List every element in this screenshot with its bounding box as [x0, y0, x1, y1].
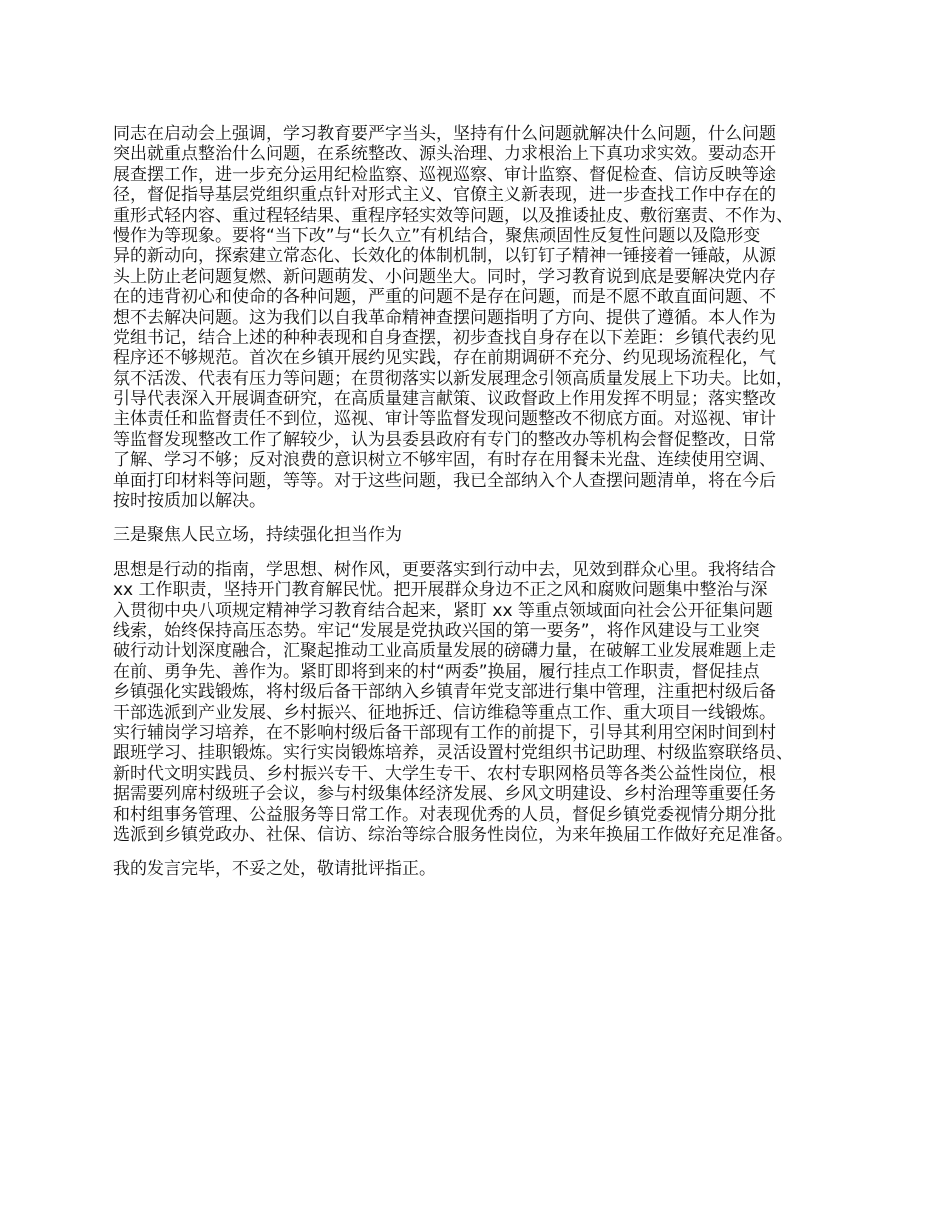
text-line: 头上防止老问题复燃、新问题萌发、小问题坐大。同时，学习教育说到底是要解决党内存 — [113, 266, 776, 287]
text-line: 展查摆工作，进一步充分运用纪检监察、巡视巡察、审计监察、督促检查、信访反映等途 — [113, 164, 776, 185]
paragraph-1 — [113, 124, 853, 511]
text-line: 入贯彻中央八项规定精神学习教育结合起来，紧盯 xx 等重点领域面向社会公开征集问题 — [113, 600, 773, 621]
text-line: 等监督发现整改工作了解较少，认为县委县政府有专门的整改办等机构会督促整改，日常 — [113, 429, 776, 450]
text-line: 新时代文明实践员、乡村振兴专干、大学生专干、农村专职网格员等各类公益性岗位，根 — [113, 763, 776, 784]
text-line: 据需要列席村级班子会议，参与村级集体经济发展、乡风文明建设、乡村治理等重要任务 — [113, 784, 776, 805]
text-line: 破行动计划深度融合，汇聚起推动工业高质量发展的磅礴力量，在破解工业发展难题上走 — [113, 641, 776, 662]
paragraph-spacing — [113, 845, 853, 859]
text-line: 氛不活泼、代表有压力等问题；在贯彻落实以新发展理念引领高质量发展上下功夫。比如， — [113, 368, 793, 389]
text-line: 径，督促指导基层党组织重点针对形式主义、官僚主义新表现，进一步查找工作中存在的 — [113, 185, 776, 206]
text-line: 慢作为等现象。要将“当下改”与“长久立”有机结合，聚焦顽固性反复性问题以及隐形变 — [113, 225, 761, 246]
text-line: 引导代表深入开展调查研究，在高质量建言献策、议政督政上作用发挥不明显；落实整改 — [113, 389, 776, 410]
text-line: 在前、勇争先、善作为。紧盯即将到来的村“两委”换届，履行挂点工作职责，督促挂点 — [113, 661, 760, 682]
text-line: 了解、学习不够；反对浪费的意识树立不够牢固，有时存在用餐未光盘、连续使用空调、 — [113, 450, 776, 471]
text-line: 实行辅岗学习培养，在不影响村级后备干部现有工作的前提下，引导其利用空闲时间到村 — [113, 722, 776, 743]
text-line: 在的违背初心和使命的各种问题，严重的问题不是存在问题，而是不愿不敢直面问题、不 — [113, 287, 776, 308]
paragraph-spacing — [113, 511, 853, 525]
text-line: 单面打印材料等问题，等等。对于这些问题，我已全部纳入个人查摆问题清单，将在今后 — [113, 470, 776, 491]
text-line: 乡镇强化实践锻炼，将村级后备干部纳入乡镇青年党支部进行集中管理，注重把村级后备 — [113, 682, 776, 703]
text-line: xx 工作职责，坚持开门教育解民忧。把开展群众身边不正之风和腐败问题集中整治与深 — [113, 580, 768, 601]
text-line: 主体责任和监督责任不到位，巡视、审计等监督发现问题整改不彻底方面。对巡视、审计 — [113, 409, 776, 430]
paragraph-2 — [113, 560, 853, 845]
closing-paragraph — [113, 859, 853, 879]
section-heading — [113, 525, 853, 545]
paragraph-spacing — [113, 546, 853, 560]
text-line: 和村组事务管理、公益服务等日常工作。对表现优秀的人员，督促乡镇党委视情分期分批 — [113, 804, 776, 825]
text-line: 选派到乡镇党政办、社保、信访、综治等综合服务性岗位，为来年换届工作做好充足准备。 — [113, 824, 793, 845]
text-line: 思想是行动的指南，学思想、树作风，更要落实到行动中去，见效到群众心里。我将结合 — [113, 559, 776, 580]
text-line: 按时按质加以解决。 — [113, 491, 266, 512]
text-line: 同志在启动会上强调，学习教育要严字当头，坚持有什么问题就解决什么问题，什么问题 — [113, 124, 776, 144]
text-line: 跟班学习、挂职锻炼。实行实岗锻炼培养，灵活设置村党组织书记助理、村级监察联络员、 — [113, 743, 793, 764]
text-line: 重形式轻内容、重过程轻结果、重程序轻实效等问题，以及推诿扯皮、敷衍塞责、不作为、 — [113, 205, 793, 226]
text-line: 异的新动向，探索建立常态化、长效化的体制机制，以钉钉子精神一锤接着一锤敲，从源 — [113, 246, 776, 267]
text-line: 干部选派到产业发展、乡村振兴、征地拆迁、信访维稳等重点工作、重大项目一线锻炼。 — [113, 702, 776, 723]
closing-text: 我的发言完毕，不妥之处，敬请批评指正。 — [113, 859, 436, 880]
text-line: 想不去解决问题。这为我们以自我革命精神查摆问题指明了方向、提供了遵循。本人作为 — [113, 307, 776, 328]
text-line: 线索，始终保持高压态势。牢记“发展是党执政兴国的第一要务”，将作风建设与工业突 — [113, 620, 760, 641]
text-line: 突出就重点整治什么问题，在系统整改、源头治理、力求根治上下真功求实效。要动态开 — [113, 144, 776, 165]
document-body — [113, 124, 853, 880]
text-line: 程序还不够规范。首次在乡镇开展约见实践，存在前期调研不充分、约见现场流程化，气 — [113, 348, 776, 369]
text-line: 党组书记，结合上述的种种表现和自身查摆，初步查找自身存在以下差距：乡镇代表约见 — [113, 327, 776, 348]
heading-text: 三是聚焦人民立场，持续强化担当作为 — [113, 525, 402, 546]
